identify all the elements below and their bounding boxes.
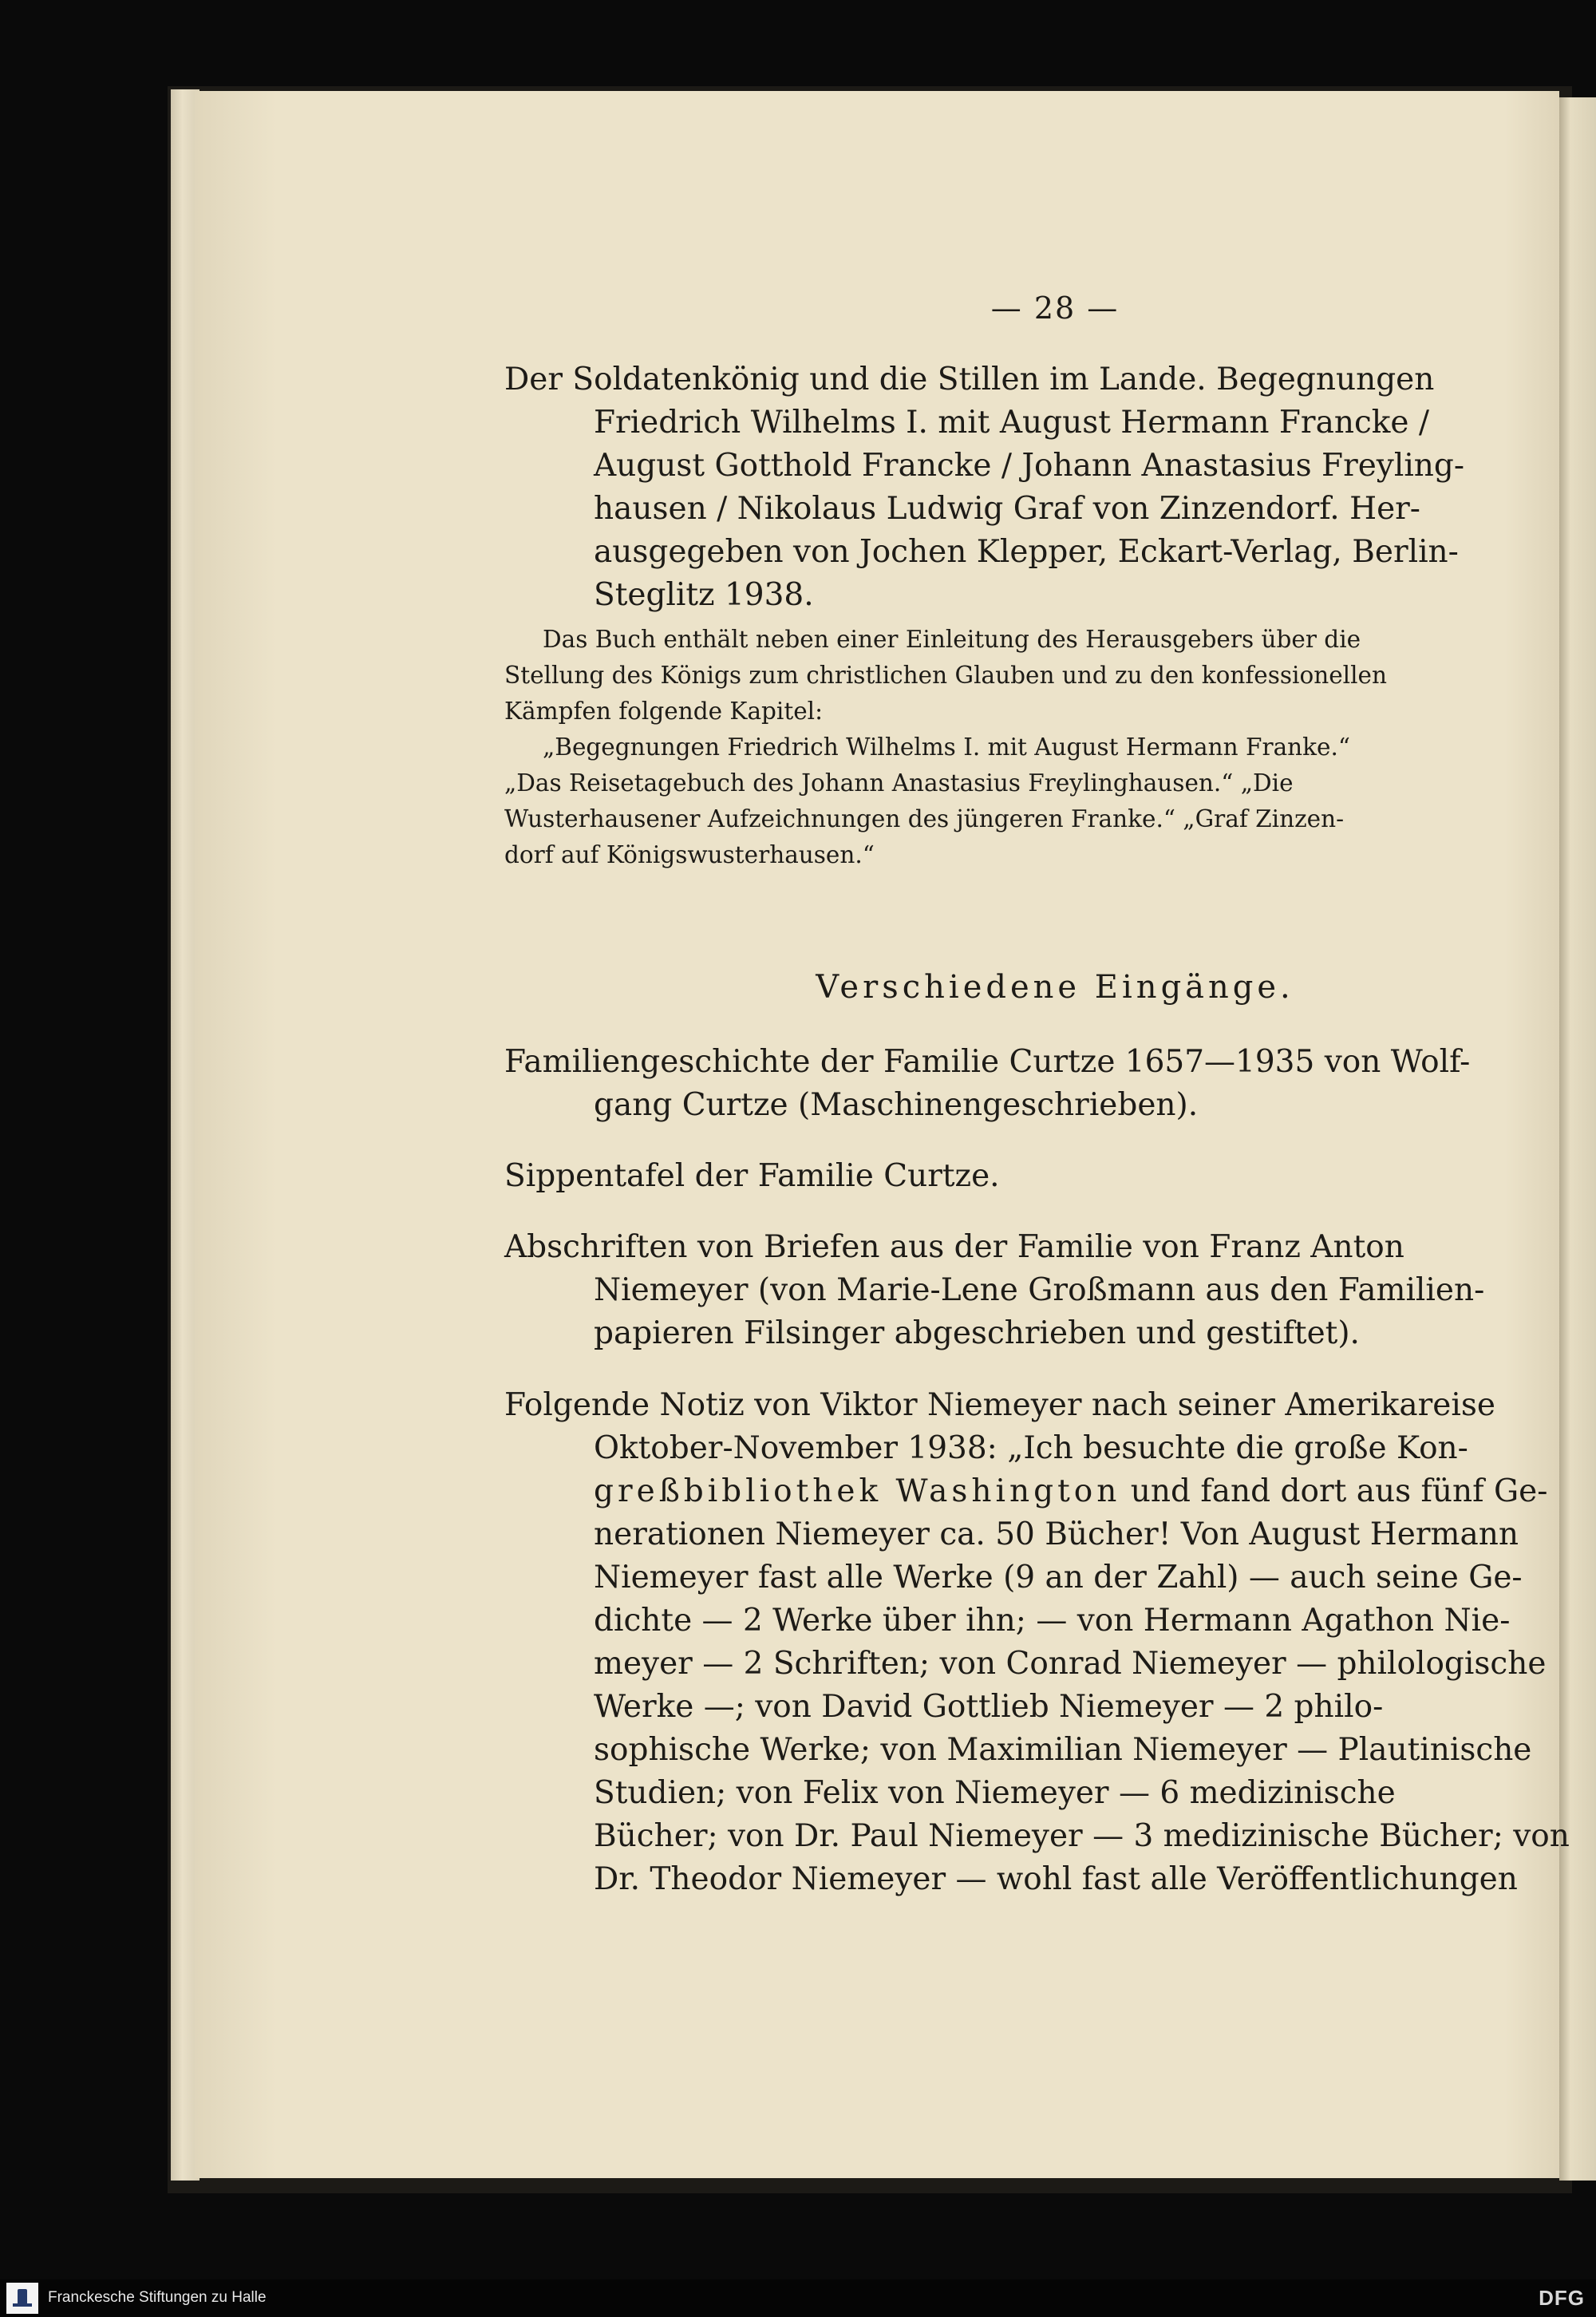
entry-line: Bücher; von Dr. Paul Niemeyer — 3 medizinische Bücher; von [594,1818,1570,1854]
entry-line: Dr. Theodor Niemeyer — wohl fast alle Veröffentlichungen [594,1861,1518,1897]
entry-sippentafel [504,1155,1596,1198]
entry-line-rest: und fand dort aus fünf Ge- [1120,1473,1548,1509]
entry-line: nerationen Niemeyer ca. 50 Bücher! Von August Hermann [594,1516,1519,1552]
entry-line: Der Soldatenkönig und die Stillen im Lande. Begegnungen [504,362,1435,397]
entry-line: papieren Filsinger abgeschrieben und gestiftet). [594,1315,1360,1351]
note-line: Das Buch enthält neben einer Einleitung des Herausgebers über die [543,626,1361,653]
entry-line: sophische Werke; von Maximilian Niemeyer — Plautinische [594,1732,1532,1768]
entry-line: Familiengeschichte der Familie Curtze 1657—1935 von Wolf- [504,1044,1471,1080]
entry-familiengeschichte [504,1041,1596,1127]
entry-abschriften [504,1226,1596,1355]
entry-line: ausgegeben von Jochen Klepper, Eckart-Verlag, Berlin- [594,534,1459,570]
entry-line [504,1470,1596,1513]
entry-line: Folgende Notiz von Viktor Niemeyer nach seiner Amerikareise [504,1387,1495,1423]
entry-line: Sippentafel der Familie Curtze. [504,1158,1000,1194]
spaced-emphasis: greßbibliothek Washington [594,1473,1121,1509]
dfg-badge: DFG [1539,2286,1585,2310]
page-number: — 28 — [990,291,1120,326]
entry-folgende-notiz [504,1384,1596,1901]
entry-line: hausen / Nikolaus Ludwig Graf von Zinzendorf. Her- [594,491,1420,527]
note-line: dorf auf Königswusterhausen.“ [504,841,875,868]
entry-note [504,622,1596,873]
entry-line: Abschriften von Briefen aus der Familie von Franz Anton [504,1229,1404,1265]
entry-line: dichte — 2 Werke über ihn; — von Hermann Agathon Nie- [594,1603,1511,1639]
institution-logo-icon [6,2283,38,2314]
entry-line: Niemeyer (von Marie-Lene Großmann aus den Familien- [594,1272,1485,1308]
entry-line: meyer — 2 Schriften; von Conrad Niemeyer — philologische [594,1646,1547,1682]
entry-line: Studien; von Felix von Niemeyer — 6 medizinische [594,1775,1396,1811]
note-line: „Das Reisetagebuch des Johann Anastasius Freylinghausen.“ „Die [504,769,1294,797]
entry-line: Friedrich Wilhelms I. mit August Hermann Francke / [594,405,1430,441]
entry-line: August Gotthold Francke / Johann Anastasius Freyling- [594,448,1465,484]
note-line: Kämpfen folgende Kapitel: [504,698,824,725]
note-line: Stellung des Königs zum christlichen Glauben und zu den konfessionellen [504,662,1387,689]
entry-line: Werke —; von David Gottlieb Niemeyer — 2 philo- [594,1689,1384,1725]
entry-line: Oktober-November 1938: „Ich besuchte die große Kon- [594,1430,1468,1466]
entry-line: Niemeyer fast alle Werke (9 an der Zahl) — auch seine Ge- [594,1560,1523,1595]
section-heading: Verschiedene Eingänge. [816,969,1294,1006]
note-line: „Begegnungen Friedrich Wilhelms I. mit August Hermann Franke.“ [543,733,1350,761]
book-page [195,91,1570,2178]
viewer-footer [0,2279,1596,2317]
entry-line: gang Curtze (Maschinengeschrieben). [594,1087,1199,1123]
institution-name: Franckesche Stiftungen zu Halle [48,2289,267,2306]
entry-soldatenkoenig [504,358,1596,617]
entry-line: Steglitz 1938. [594,577,814,613]
note-line: Wusterhausener Aufzeichnungen des jüngeren Franke.“ „Graf Zinzen- [504,805,1345,832]
